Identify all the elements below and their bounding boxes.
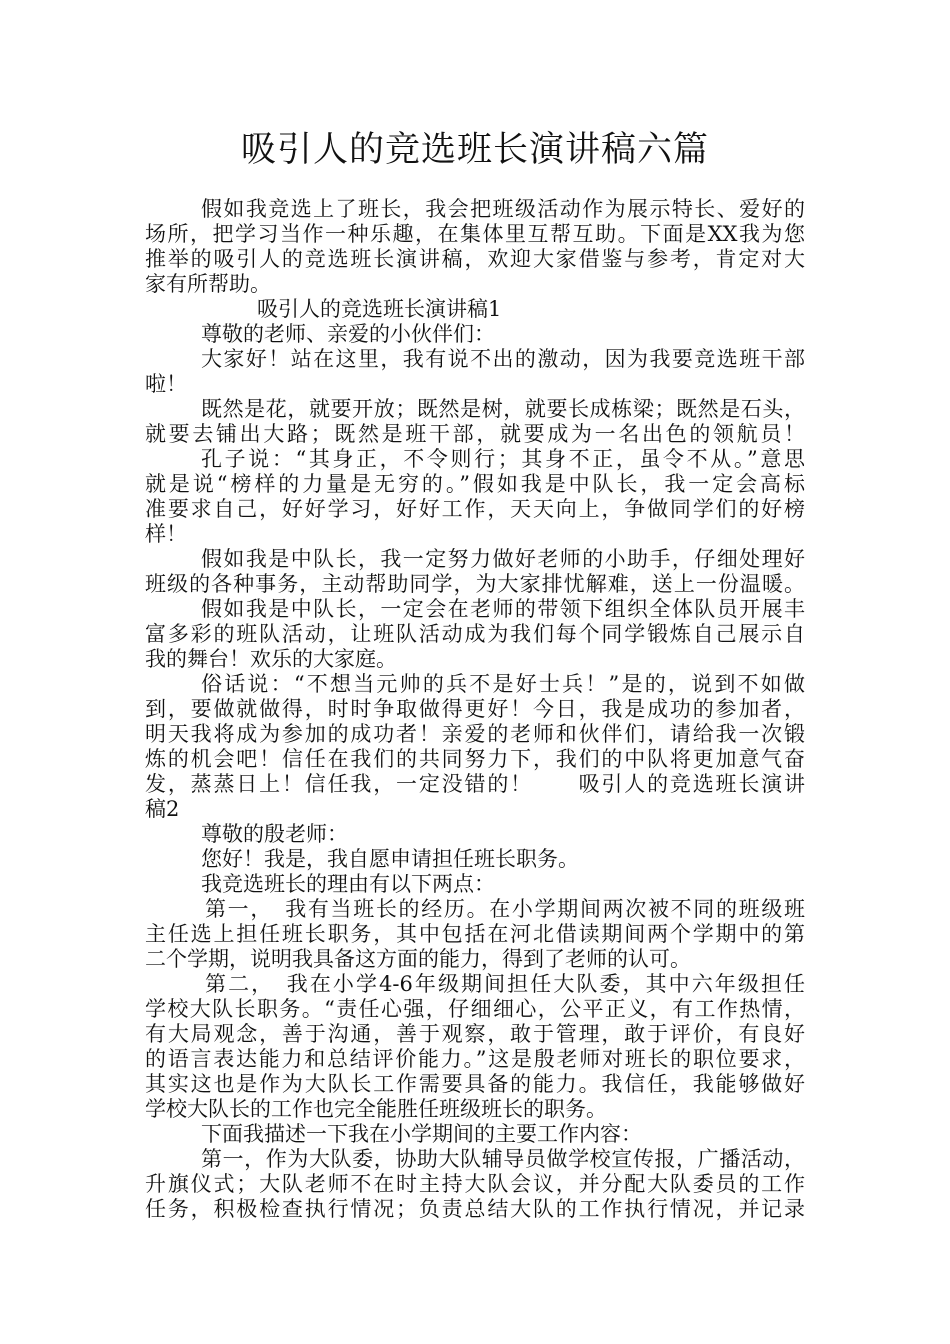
paragraph-line: 富多彩的班队活动，让班队活动成为我们每个同学锻炼自己展示自: [145, 622, 805, 646]
document-body: [145, 197, 805, 1222]
paragraph-line: 其实这也是作为大队长工作需要具备的能力。我信任，我能够做好: [145, 1072, 805, 1096]
paragraph-line: 样！: [145, 522, 187, 546]
paragraph-line: 升旗仪式；大队老师不在时主持大队会议，并分配大队委员的工作: [145, 1172, 805, 1196]
paragraph-line: 发，蒸蒸日上！信任我，一定没错的！ 吸引人的竞选班长演讲: [145, 772, 805, 796]
paragraph-line: 推举的吸引人的竞选班长演讲稿，欢迎大家借鉴与参考，肯定对大: [145, 247, 805, 271]
salutation: 尊敬的老师、亲爱的小伙伴们：: [201, 322, 495, 346]
paragraph-line: 我竞选班长的理由有以下两点：: [201, 872, 495, 896]
paragraph-line: 明天我将成为参加的成功者！亲爱的老师和伙伴们，请给我一次锻: [145, 722, 805, 746]
section-heading: 吸引人的竞选班长演讲稿1: [257, 297, 502, 321]
paragraph-line: 就是说“榜样的力量是无穷的。”假如我是中队长，我一定会高标: [145, 472, 805, 496]
salutation: 尊敬的殷老师：: [201, 822, 348, 846]
paragraph-line: 场所，把学习当作一种乐趣，在集体里互帮互助。下面是XX我为您: [145, 222, 805, 246]
document-title: 吸引人的竞选班长演讲稿六篇: [240, 130, 709, 170]
paragraph-line: 班级的各种事务，主动帮助同学，为大家排忧解难，送上一份温暖。: [145, 572, 805, 596]
paragraph-line: 任务，积极检查执行情况；负责总结大队的工作执行情况，并记录: [145, 1197, 805, 1221]
paragraph-line: 学校大队长职务。“责任心强，仔细细心，公平正义，有工作热情，: [145, 997, 805, 1021]
section-heading: 稿2: [145, 797, 180, 821]
paragraph-line: 第二， 我在小学4-6年级期间担任大队委，其中六年级担任: [205, 972, 805, 996]
paragraph-line: 到，要做就做得，时时争取做得更好！今日，我是成功的参加者，: [145, 697, 805, 721]
paragraph-line: 就要去铺出大路；既然是班干部，就要成为一名出色的领航员！: [145, 422, 805, 446]
paragraph-line: 的语言表达能力和总结评价能力。”这是殷老师对班长的职位要求，: [145, 1047, 805, 1071]
paragraph-line: 炼的机会吧！信任在我们的共同努力下，我们的中队将更加意气奋: [145, 747, 805, 771]
paragraph-line: 准要求自己，好好学习，好好工作，天天向上，争做同学们的好榜: [145, 497, 805, 521]
paragraph-line: 二个学期，说明我具备这方面的能力，得到了老师的认可。: [145, 947, 691, 971]
paragraph-line: 家有所帮助。: [145, 272, 271, 296]
paragraph-line: 有大局观念，善于沟通，善于观察，敢于管理，敢于评价，有良好: [145, 1022, 805, 1046]
paragraph-line: 主任选上担任班长职务，其中包括在河北借读期间两个学期中的第: [145, 922, 805, 946]
paragraph-line: 您好！我是，我自愿申请担任班长职务。: [201, 847, 579, 871]
paragraph-line: 啦！: [145, 372, 187, 396]
paragraph-line: 第一，作为大队委，协助大队辅导员做学校宣传报，广播活动，: [201, 1147, 805, 1171]
paragraph-line: 假如我是中队长，我一定努力做好老师的小助手，仔细处理好: [201, 547, 805, 571]
paragraph-line: 大家好！站在这里，我有说不出的激动，因为我要竞选班干部: [201, 347, 805, 371]
paragraph-line: 我的舞台！欢乐的大家庭。: [145, 647, 397, 671]
paragraph-line: 第一， 我有当班长的经历。在小学期间两次被不同的班级班: [205, 897, 805, 921]
paragraph-line: 俗话说：“不想当元帅的兵不是好士兵！”是的，说到不如做: [201, 672, 805, 696]
paragraph-line: 假如我竞选上了班长，我会把班级活动作为展示特长、爱好的: [201, 197, 805, 221]
paragraph-line: 下面我描述一下我在小学期间的主要工作内容：: [201, 1122, 642, 1146]
paragraph-line: 孔子说：“其身正，不令则行；其身不正，虽令不从。”意思: [201, 447, 805, 471]
paragraph-line: 假如我是中队长，一定会在老师的带领下组织全体队员开展丰: [201, 597, 805, 621]
paragraph-line: 既然是花，就要开放；既然是树，就要长成栋梁；既然是石头，: [201, 397, 805, 421]
paragraph-line: 学校大队长的工作也完全能胜任班级班长的职务。: [145, 1097, 607, 1121]
